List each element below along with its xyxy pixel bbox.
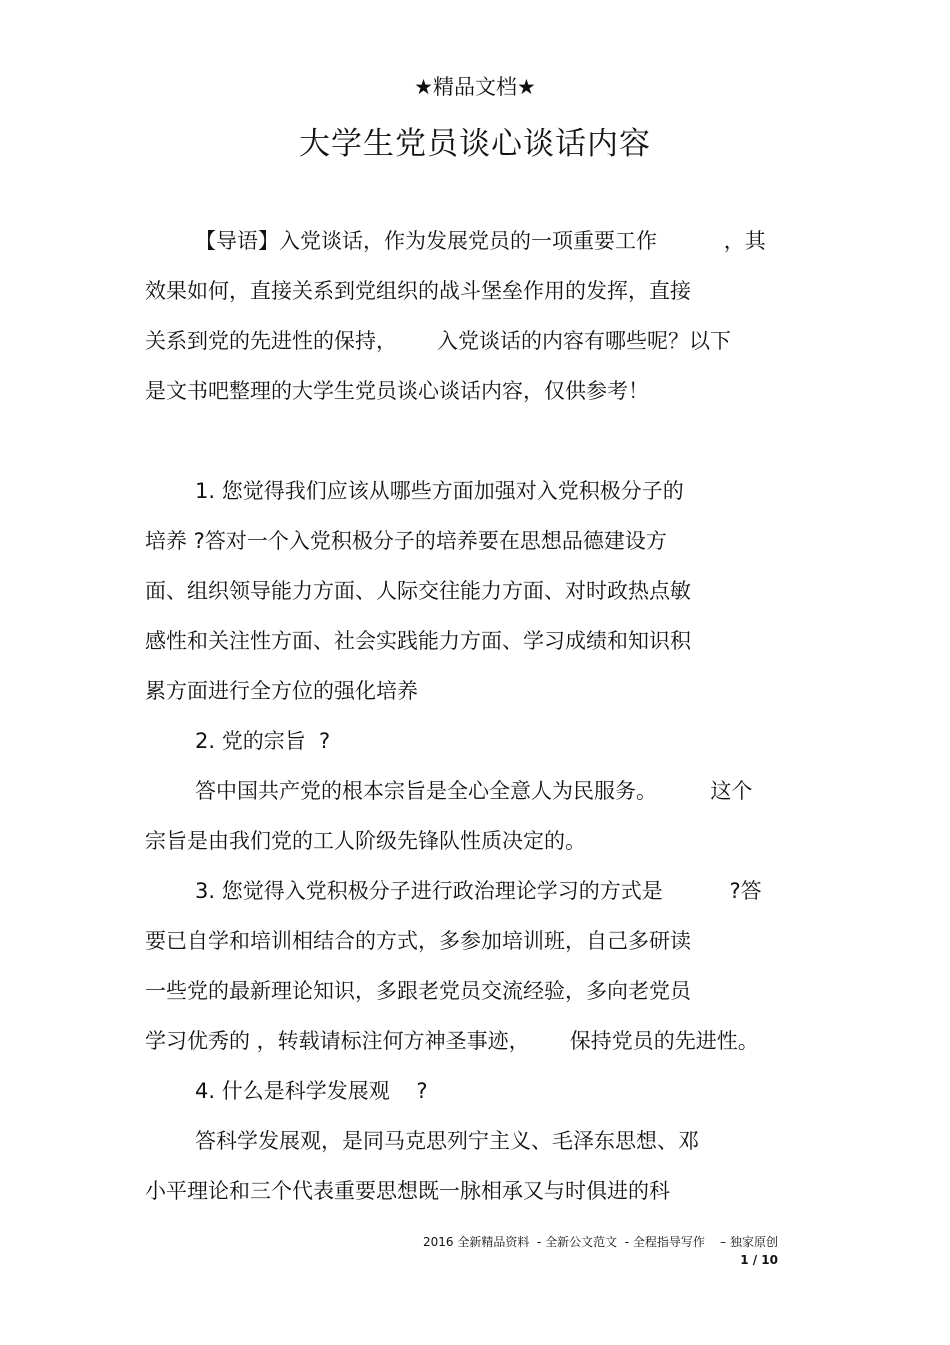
page-number: 1 / 10 xyxy=(740,1253,778,1267)
body-line: 答中国共产党的根本宗旨是全心全意人为民服务。 这个 xyxy=(195,779,753,803)
body-line: 关系到党的先进性的保持， 入党谈话的内容有哪些呢？以下 xyxy=(145,329,732,353)
body-line: 感性和关注性方面、社会实践能力方面、学习成绩和知识积 xyxy=(145,629,691,653)
body-line: 答科学发展观，是同马克思列宁主义、毛泽东思想、邓 xyxy=(195,1129,699,1153)
page-title: 大学生党员谈心谈话内容 xyxy=(299,126,651,162)
body-line: 宗旨是由我们党的工人阶级先锋队性质决定的。 xyxy=(145,829,586,853)
body-line: 要已自学和培训相结合的方式，多参加培训班，自己多研读 xyxy=(145,929,691,953)
body-line: 一些党的最新理论知识，多跟老党员交流经验，多向老党员 xyxy=(145,979,691,1003)
body-line: 是文书吧整理的大学生党员谈心谈话内容，仅供参考！ xyxy=(145,379,649,403)
footer-text: 2016 全新精品资料 - 全新公文范文 - 全程指导写作 – 独家原创 xyxy=(423,1235,778,1249)
body-line: 3. 您觉得入党积极分子进行政治理论学习的方式是 ?答 xyxy=(195,879,762,903)
body-line: 1. 您觉得我们应该从哪些方面加强对入党积极分子的 xyxy=(195,479,684,503)
body-line: 培养 ?答对一个入党积极分子的培养要在思想品德建设方 xyxy=(145,529,667,553)
body-line: 4. 什么是科学发展观 ? xyxy=(195,1079,428,1103)
body-line: 学习优秀的 ，转载请标注何方神圣事迹， 保持党员的先进性。 xyxy=(145,1029,759,1053)
body-line: 【导语】入党谈话，作为发展党员的一项重要工作 ，其 xyxy=(195,229,766,253)
body-line: 小平理论和三个代表重要思想既一脉相承又与时俱进的科 xyxy=(145,1179,670,1203)
doc-header-label: ★精品文档★ xyxy=(414,75,536,99)
body-line: 面、组织领导能力方面、人际交往能力方面、对时政热点敏 xyxy=(145,579,691,603)
body-line: 效果如何，直接关系到党组织的战斗堡垒作用的发挥，直接 xyxy=(145,279,691,303)
body-line: 累方面进行全方位的强化培养 xyxy=(145,679,418,703)
body-line: 2. 党的宗旨 ? xyxy=(195,729,331,753)
